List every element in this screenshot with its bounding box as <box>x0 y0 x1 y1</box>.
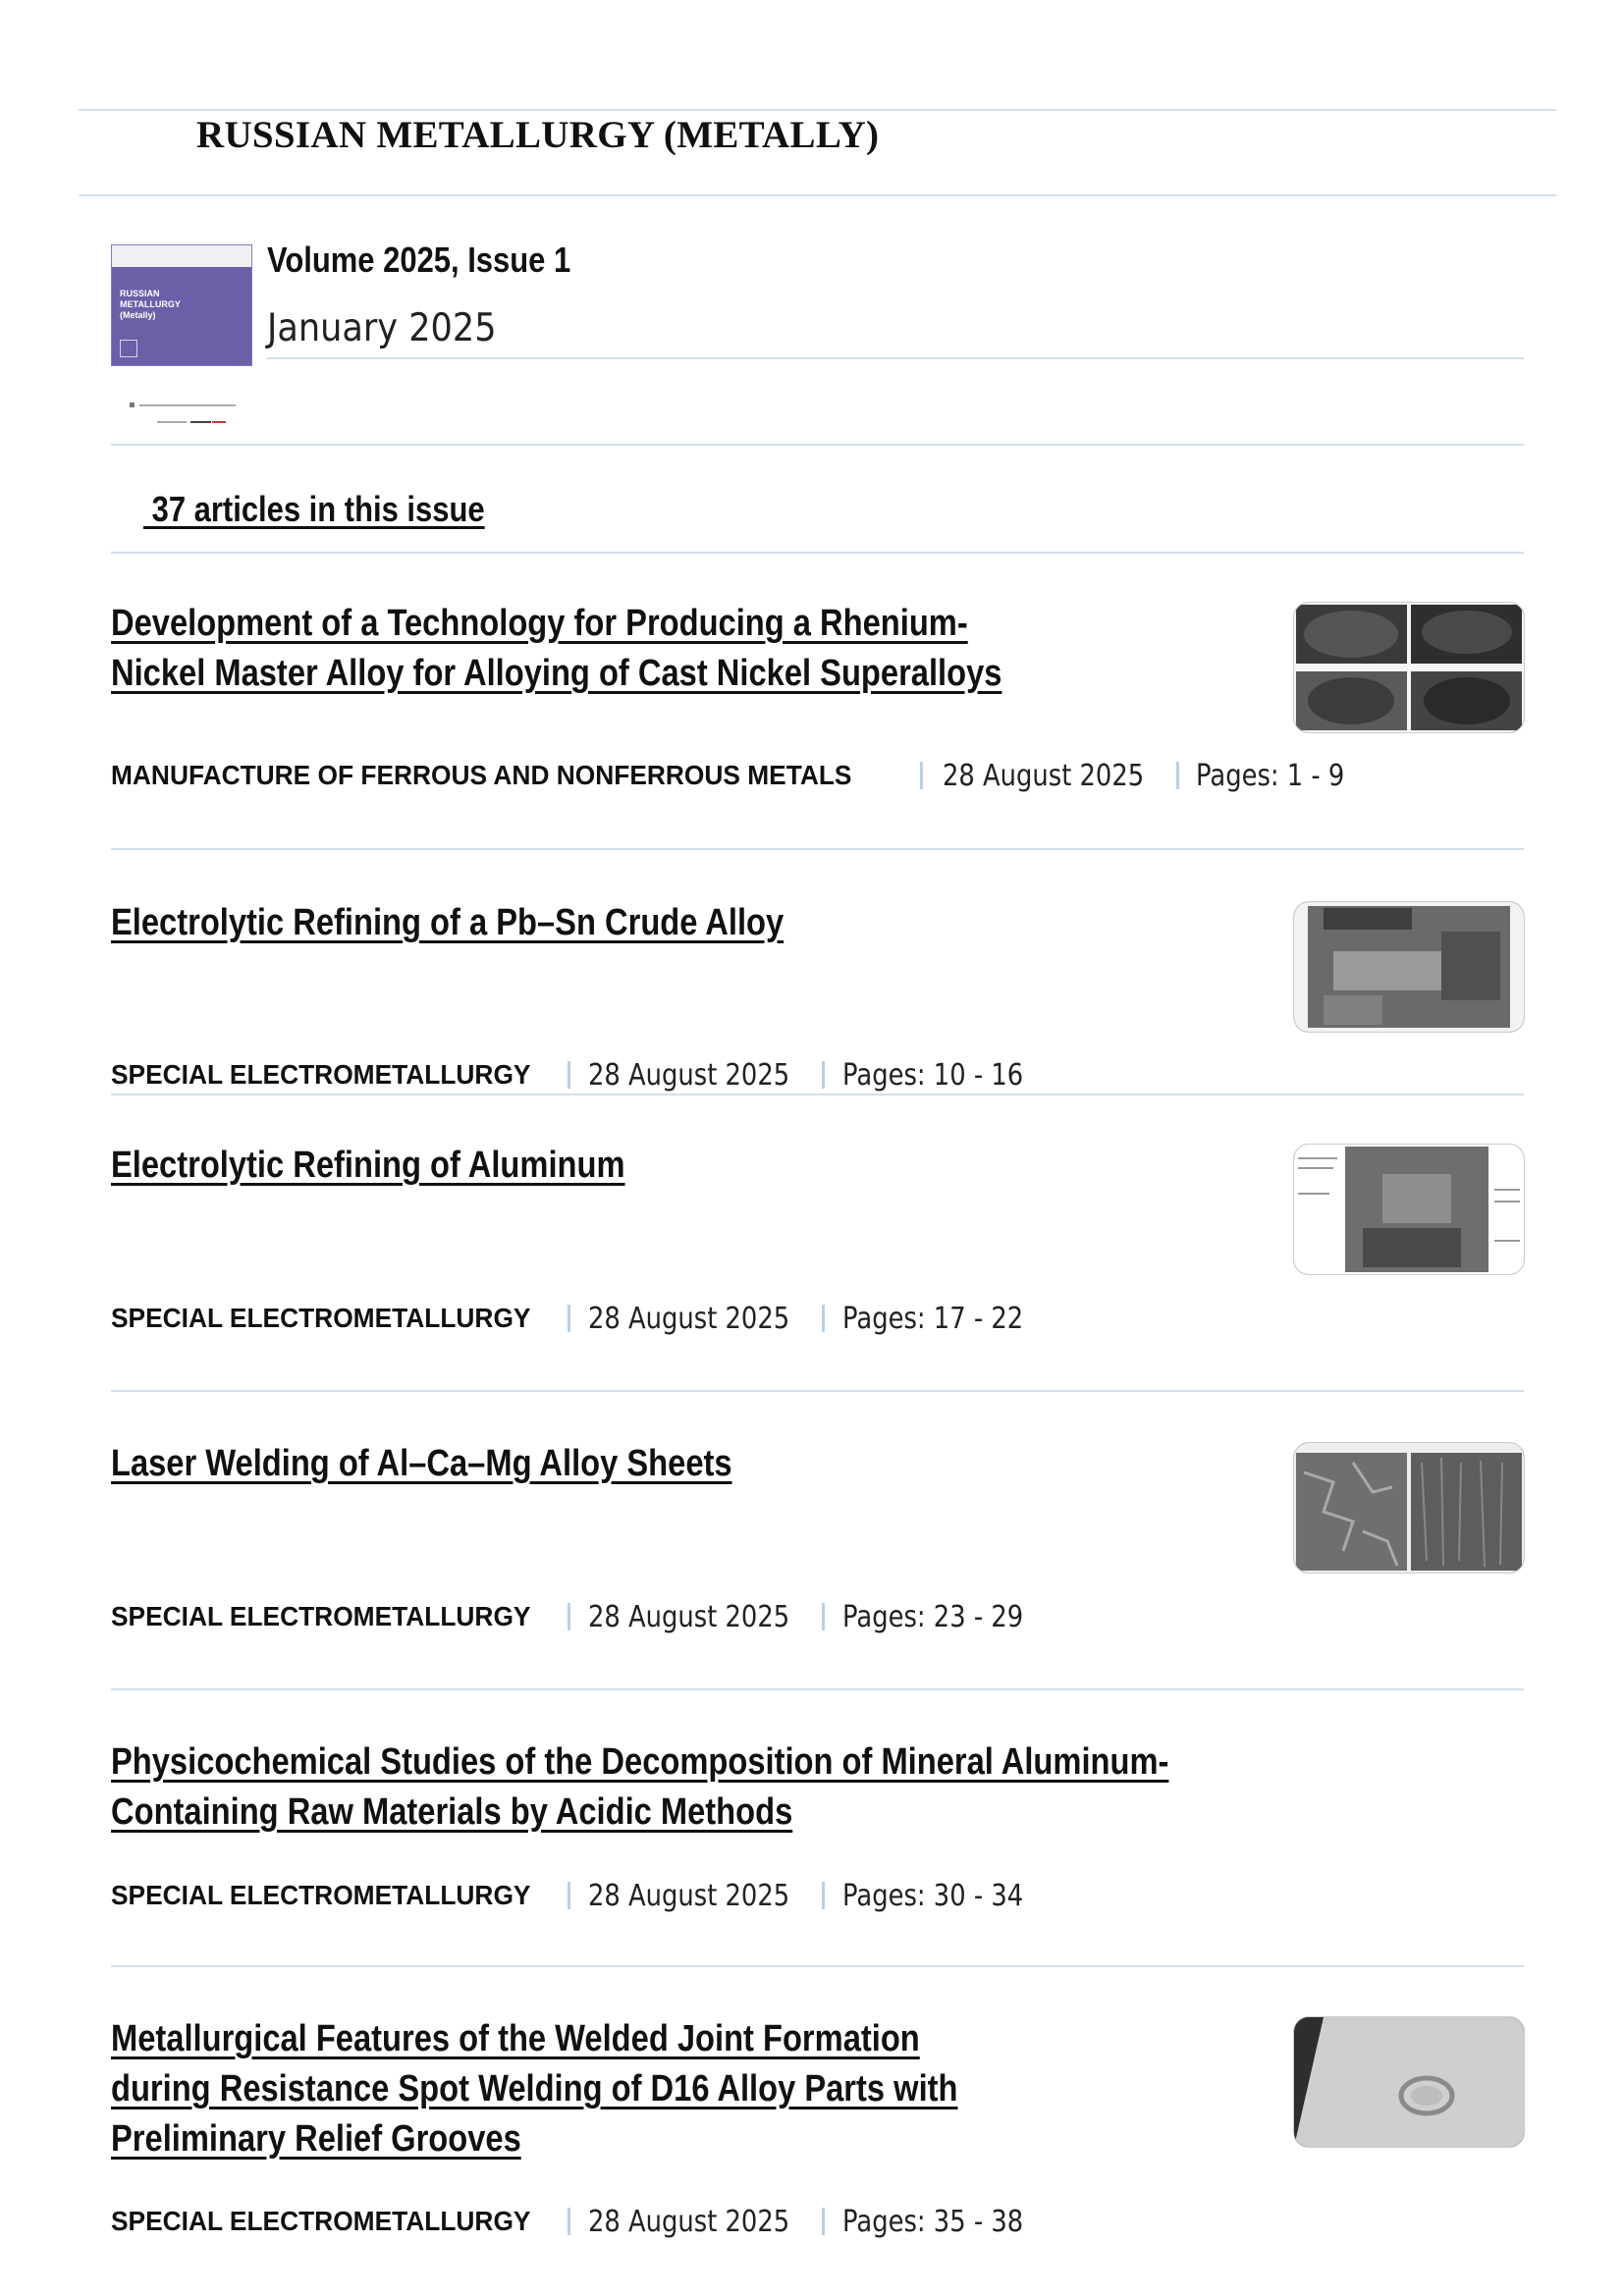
article-thumbnail[interactable] <box>1293 2016 1525 2148</box>
article-meta <box>111 756 899 795</box>
article-meta <box>111 2202 558 2241</box>
cover-title-text: RUSSIAN METALLURGY (Metally) <box>120 289 181 320</box>
article-section[interactable]: SPECIAL ELECTROMETALLURGY <box>111 1303 531 1333</box>
issue-cover-image[interactable] <box>111 244 252 366</box>
meta-separator <box>822 1882 825 1909</box>
journal-title[interactable]: RUSSIAN METALLURGY (METALLY) <box>196 114 880 156</box>
article-pages: Pages: 10 - 16 <box>842 1057 1024 1093</box>
lab-apparatus-photo-icon <box>1294 902 1524 1032</box>
issue-bottom-rule <box>111 444 1524 446</box>
article-meta <box>111 1299 558 1338</box>
article-thumbnail[interactable] <box>1293 602 1525 733</box>
meta-separator <box>822 1603 825 1630</box>
header-top-rule <box>79 109 1556 111</box>
article-count-link[interactable]: 37 articles in this issue <box>143 489 485 529</box>
meta-separator <box>568 1305 570 1332</box>
article-thumbnail[interactable] <box>1293 901 1525 1033</box>
issue-date: January 2025 <box>267 306 497 350</box>
article-title-link[interactable]: Laser Welding of Al–Ca–Mg Alloy Sheets <box>111 1443 732 1484</box>
meta-separator <box>920 762 923 789</box>
meta-separator <box>822 1061 825 1089</box>
meta-separator <box>568 2208 570 2235</box>
article-meta <box>111 1876 558 1915</box>
article-divider <box>111 1094 1524 1095</box>
article-meta <box>111 1597 558 1636</box>
issue-rule <box>267 357 1524 359</box>
article-section[interactable]: SPECIAL ELECTROMETALLURGY <box>111 1059 531 1090</box>
article-pages: Pages: 30 - 34 <box>842 1878 1024 1913</box>
article-date: 28 August 2025 <box>588 2204 790 2239</box>
article-title-link[interactable]: Electrolytic Refining of a Pb–Sn Crude Alloy <box>111 902 784 943</box>
count-rule <box>111 552 1524 554</box>
article-section[interactable]: SPECIAL ELECTROMETALLURGY <box>111 2206 531 2236</box>
electrolysis-setup-diagram-icon <box>1294 1145 1524 1274</box>
article-thumbnail[interactable] <box>1293 1442 1525 1574</box>
article-pages: Pages: 35 - 38 <box>842 2204 1024 2239</box>
article-section[interactable]: SPECIAL ELECTROMETALLURGY <box>111 1880 531 1910</box>
meta-separator <box>568 1061 570 1089</box>
spot-weld-photo-icon <box>1294 2017 1524 2147</box>
article-pages: Pages: 1 - 9 <box>1196 758 1345 793</box>
article-pages: Pages: 23 - 29 <box>842 1599 1024 1634</box>
article-date: 28 August 2025 <box>588 1878 790 1913</box>
article-divider <box>111 848 1524 850</box>
article-date: 28 August 2025 <box>588 1301 790 1336</box>
meta-separator <box>1176 762 1179 789</box>
article-section[interactable]: MANUFACTURE OF FERROUS AND NONFERROUS METALS <box>111 760 852 790</box>
article-section[interactable]: SPECIAL ELECTROMETALLURGY <box>111 1601 531 1631</box>
article-date: 28 August 2025 <box>943 758 1145 793</box>
article-divider <box>111 1688 1524 1690</box>
article-date: 28 August 2025 <box>588 1057 790 1093</box>
article-divider <box>111 1965 1524 1967</box>
meta-separator <box>822 2208 825 2235</box>
article-thumbnail[interactable] <box>1293 1144 1525 1275</box>
article-pages: Pages: 17 - 22 <box>842 1301 1024 1336</box>
article-title-link[interactable]: Electrolytic Refining of Aluminum <box>111 1145 625 1186</box>
meta-separator <box>568 1882 570 1909</box>
header-bottom-rule <box>79 194 1556 196</box>
meta-separator <box>822 1305 825 1332</box>
article-date: 28 August 2025 <box>588 1599 790 1634</box>
microstructure-micrographs-icon <box>1294 1443 1524 1573</box>
article-title-link[interactable]: Metallurgical Features of the Welded Joint Formation during Resistance Spot Welding of D16 Alloy Parts with Preliminary Relief Grooves <box>111 2018 958 2160</box>
article-title-link[interactable]: Development of a Technology for Producing a Rhenium-Nickel Master Alloy for Alloying of Cast Nickel Superalloys <box>111 603 1002 694</box>
four-panel-ingot-photos-icon <box>1294 603 1524 732</box>
publisher-logo <box>118 393 265 432</box>
article-title-link[interactable]: Physicochemical Studies of the Decomposition of Mineral Aluminum-Containing Raw Materials by Acidic Methods <box>111 1741 1169 1833</box>
meta-separator <box>568 1603 570 1630</box>
article-divider <box>111 1390 1524 1392</box>
article-meta <box>111 1055 558 1095</box>
issue-volume: Volume 2025, Issue 1 <box>267 240 571 280</box>
